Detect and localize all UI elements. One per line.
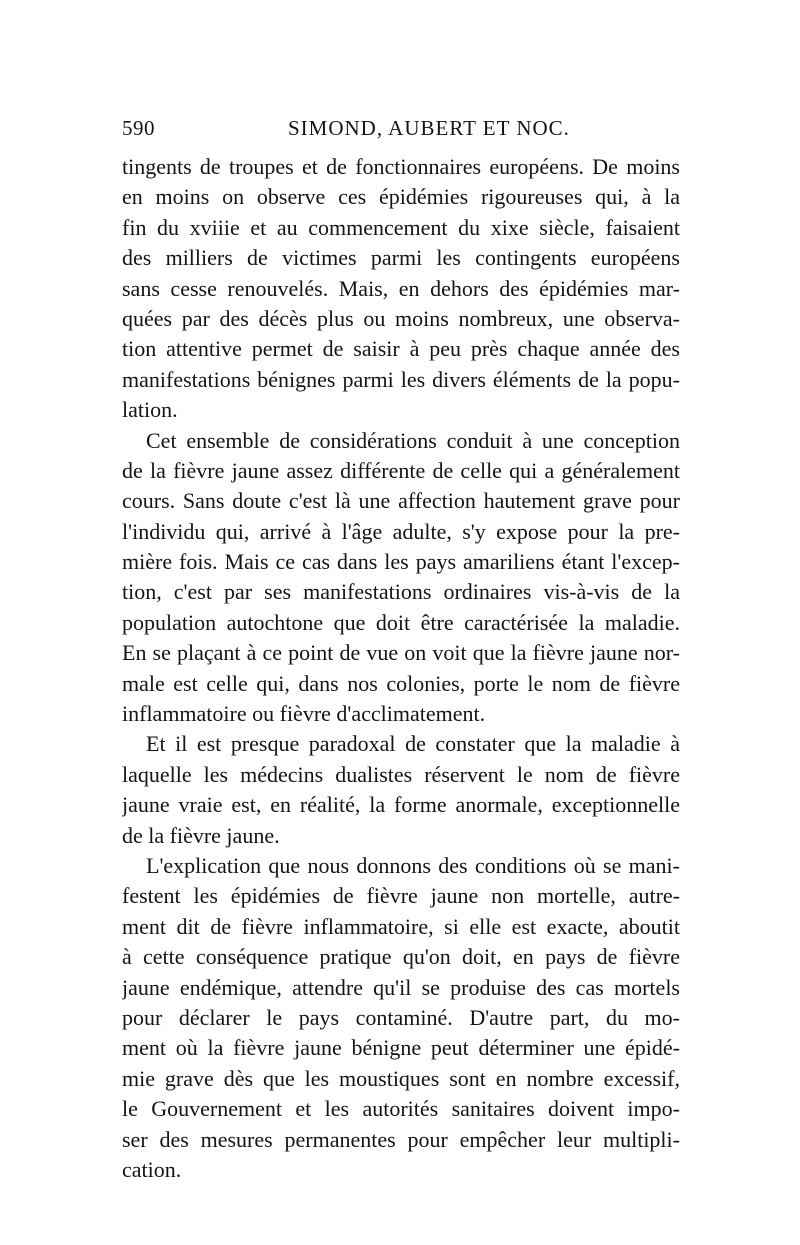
page-header (122, 116, 682, 146)
running-title: SIMOND, AUBERT ET NOC. (288, 116, 570, 140)
text-line: population autochtone que doit être caractérisée la maladie. (122, 609, 680, 635)
text-line: pour déclarer le pays contaminé. D'autre part, du mo- (122, 1004, 680, 1030)
text-line: Et il est presque paradoxal de constater que la maladie à (146, 731, 680, 757)
text-line: fin du xviiie et au commencement du xixe siècle, faisaient (122, 214, 680, 240)
text-line: lation. (122, 397, 178, 423)
text-line: Cet ensemble de considérations conduit à une conception (146, 427, 680, 453)
text-line: mière fois. Mais ce cas dans les pays amariliens étant l'excep- (122, 549, 680, 575)
text-line: jaune vraie est, en réalité, la forme anormale, exceptionnelle (122, 792, 680, 818)
text-line: tingents de troupes et de fonctionnaires européens. De moins (122, 154, 680, 179)
text-line: tion, c'est par ses manifestations ordinaires vis-à-vis de la (122, 579, 680, 605)
text-line: ment dit de fièvre inflammatoire, si elle est exacte, aboutit (122, 913, 680, 939)
text-line: inflammatoire ou fièvre d'acclimatement. (122, 701, 486, 727)
text-line: L'explication que nous donnons des conditions où se mani- (146, 852, 680, 878)
text-line: festent les épidémies de fièvre jaune non mortelle, autre- (122, 883, 680, 909)
text-line: quées par des décès plus ou moins nombreux, une observa- (122, 305, 680, 331)
body-text (122, 152, 680, 1185)
text-line: laquelle les médecins dualistes réservent le nom de fièvre (122, 761, 680, 787)
text-line: sans cesse renouvelés. Mais, en dehors des épidémies mar- (122, 275, 680, 301)
text-line: ment où la fièvre jaune bénigne peut déterminer une épidé- (122, 1035, 680, 1061)
text-line: des milliers de victimes parmi les contingents européens (122, 245, 680, 271)
text-line: de la fièvre jaune assez différente de celle qui a généralement (122, 457, 680, 483)
text-line: de la fièvre jaune. (122, 822, 280, 848)
page-number: 590 (122, 116, 155, 140)
text-line: male est celle qui, dans nos colonies, porte le nom de fièvre (122, 670, 680, 696)
text-line: en moins on observe ces épidémies rigoureuses qui, à la (122, 184, 680, 210)
text-line: jaune endémique, attendre qu'il se produise des cas mortels (122, 974, 680, 1000)
text-line: En se plaçant à ce point de vue on voit que la fièvre jaune nor- (122, 640, 680, 666)
text-line: cation. (122, 1156, 182, 1182)
text-line: tion attentive permet de saisir à peu près chaque année des (122, 336, 680, 362)
text-line: mie grave dès que les moustiques sont en nombre excessif, (122, 1065, 680, 1091)
text-line: ser des mesures permanentes pour empêcher leur multipli- (122, 1126, 680, 1152)
text-line: à cette conséquence pratique qu'on doit, en pays de fièvre (122, 944, 680, 970)
text-line: manifestations bénignes parmi les divers éléments de la popu- (122, 366, 680, 392)
text-line: le Gouvernement et les autorités sanitaires doivent impo- (122, 1096, 680, 1122)
text-line: cours. Sans doute c'est là une affection hautement grave pour (122, 488, 680, 514)
text-line: l'individu qui, arrivé à l'âge adulte, s'y expose pour la pre- (122, 518, 680, 544)
